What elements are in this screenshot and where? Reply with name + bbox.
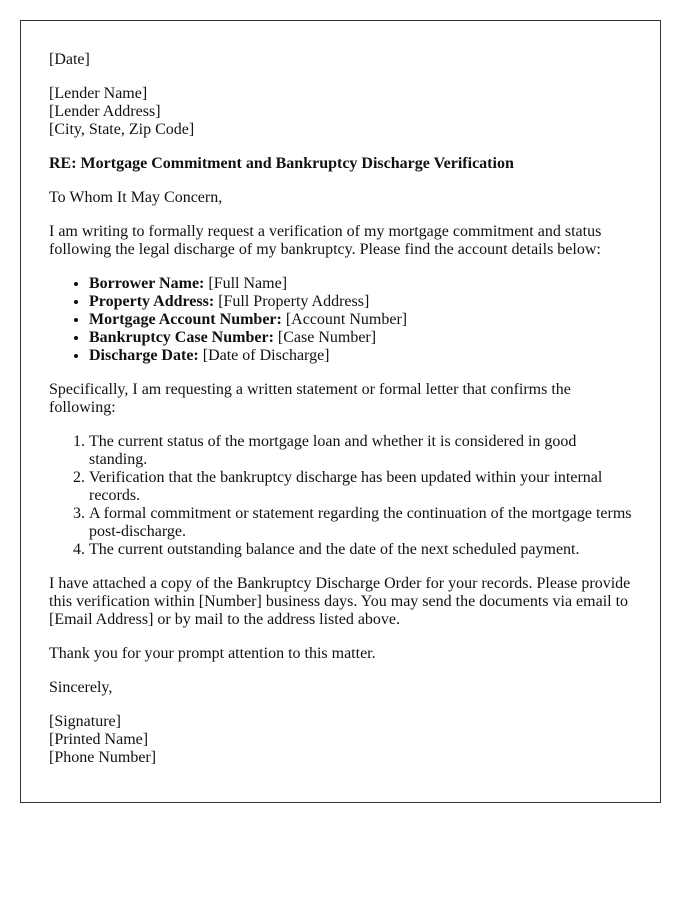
request-item: 3. A formal commitment or statement regarding the continuation of the mortgage terms post-discharge.	[89, 505, 634, 541]
detail-item-borrower-name	[89, 275, 634, 293]
detail-label: Property Address:	[89, 293, 215, 310]
detail-item-discharge-date	[89, 347, 634, 365]
request-item: 1. The current status of the mortgage loan and whether it is considered in good standing.	[89, 433, 634, 469]
thanks-paragraph: Thank you for your prompt attention to this matter.	[49, 645, 376, 662]
detail-label: Bankruptcy Case Number:	[89, 329, 274, 346]
detail-label: Discharge Date:	[89, 347, 199, 364]
phone-number: [Phone Number]	[49, 749, 157, 766]
requests-list	[49, 433, 634, 559]
recipient-name: [Lender Name]	[49, 85, 148, 102]
detail-value: [Full Property Address]	[214, 293, 370, 310]
recipient-address-block	[49, 85, 634, 139]
detail-value: [Date of Discharge]	[198, 347, 330, 364]
attachment-paragraph: I have attached a copy of the Bankruptcy Discharge Order for your records. Please provide this verification within [Number] business days. You may send the documents via email to [Email Address] or by mail to the address listed above.	[49, 575, 631, 628]
detail-value: [Full Name]	[204, 275, 288, 292]
request-item: 4. The current outstanding balance and the date of the next scheduled payment.	[89, 541, 634, 559]
subject-line: RE: Mortgage Commitment and Bankruptcy Discharge Verification	[49, 155, 514, 172]
letter-container	[20, 20, 661, 803]
closing: Sincerely,	[49, 679, 113, 696]
request-item: 2. Verification that the bankruptcy discharge has been updated within your internal records.	[89, 469, 634, 505]
detail-item-bankruptcy-case-number	[89, 329, 634, 347]
salutation: To Whom It May Concern,	[49, 189, 223, 206]
request-paragraph: Specifically, I am requesting a written statement or formal letter that confirms the following:	[49, 381, 571, 416]
detail-value: [Case Number]	[273, 329, 377, 346]
detail-label: Mortgage Account Number:	[89, 311, 282, 328]
recipient-address: [Lender Address]	[49, 103, 161, 120]
account-details-list	[49, 275, 634, 365]
detail-label: Borrower Name:	[89, 275, 205, 292]
printed-name: [Printed Name]	[49, 731, 149, 748]
signature: [Signature]	[49, 713, 121, 730]
detail-item-property-address	[89, 293, 634, 311]
letter-date: [Date]	[49, 51, 90, 68]
detail-item-mortgage-account-number	[89, 311, 634, 329]
letter-body	[49, 51, 634, 767]
recipient-city-state-zip: [City, State, Zip Code]	[49, 121, 195, 138]
detail-value: [Account Number]	[281, 311, 408, 328]
signature-block	[49, 713, 634, 767]
intro-paragraph: I am writing to formally request a verification of my mortgage commitment and status following the legal discharge of my bankruptcy. Please find the account details below:	[49, 223, 602, 258]
